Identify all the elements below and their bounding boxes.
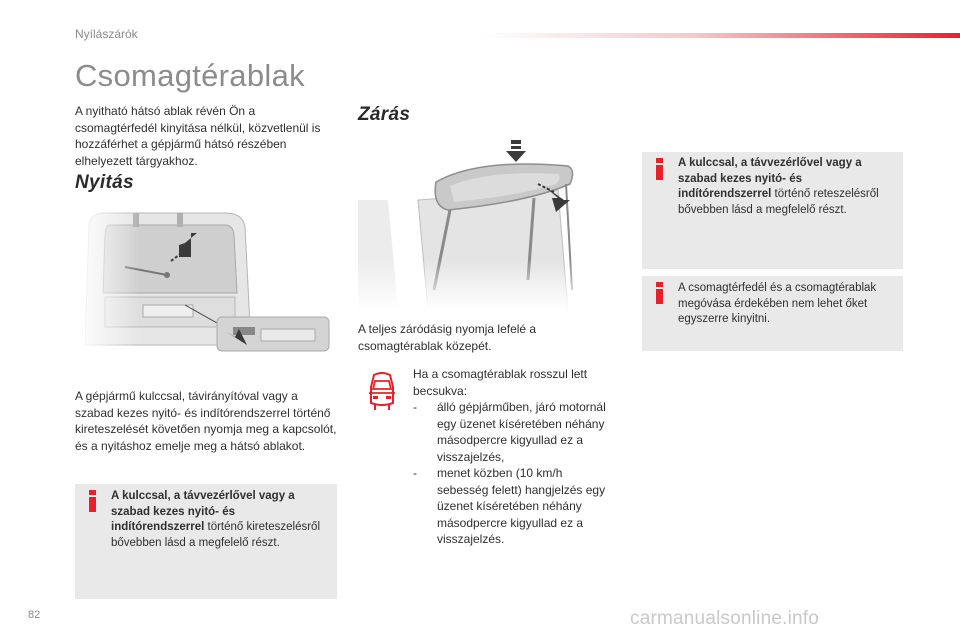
opening-illustration bbox=[75, 205, 337, 353]
warning-item-text: menet közben (10 km/h sebesség felett) hangjelzés egy üzenet kíséretében néhány másodpercre kigyullad ez a visszajelzés. bbox=[437, 466, 606, 546]
protection-info-box bbox=[642, 276, 903, 351]
header-accent-bar bbox=[480, 33, 960, 38]
locking-info-text bbox=[678, 156, 898, 218]
locking-info-rest: történő reteszelésről bővebben lásd a megfelelő részt. bbox=[678, 188, 879, 216]
opening-paragraph: A gépjármű kulccsal, távirányítóval vagy a szabad kezes nyitó- és indítórendszerrel történő kireteszelését követően nyomja meg a kapcsolót, és a nyitáshoz emelje meg a hátsó ablakot. bbox=[75, 389, 337, 453]
intro-paragraph: A nyitható hátsó ablak révén Ön a csomagtérfedél kinyitása nélkül, közvetlenül is hozzáférhet a gépjármű hátsó részében elhelyezett tárgyakhoz. bbox=[75, 104, 321, 168]
warning-dash: - bbox=[413, 466, 417, 480]
protection-info-text: A csomagtérfedél és a csomagtérablak megóvása érdekében nem lehet őket egyszerre kinyitni. bbox=[678, 282, 877, 325]
page-number: 82 bbox=[28, 609, 41, 621]
closing-illustration bbox=[358, 140, 623, 310]
warning-item bbox=[413, 399, 618, 465]
info-icon bbox=[655, 282, 664, 304]
locking-info-bold: A kulccsal, a távvezérlővel vagy a szabad kezes nyitó- és indítórendszerrel bbox=[678, 157, 862, 200]
opening-info-text bbox=[111, 489, 331, 551]
warning-dash: - bbox=[413, 400, 417, 414]
closing-heading: Zárás bbox=[358, 104, 411, 125]
warning-intro: Ha a csomagtérablak rosszul lett becsukva: bbox=[413, 367, 588, 398]
closing-paragraph: A teljes záródásig nyomja lefelé a csomagtérablak közepét. bbox=[358, 322, 537, 353]
opening-heading: Nyitás bbox=[75, 172, 134, 193]
car-open-warning-icon bbox=[366, 369, 398, 411]
locking-info-box bbox=[642, 152, 903, 269]
warning-item bbox=[413, 465, 618, 547]
opening-info-rest: történő kireteszelésről bővebben lásd a megfelelő részt. bbox=[111, 521, 321, 549]
opening-info-bold: A kulccsal, a távvezérlővel vagy a szabad kezes nyitó- és indítórendszerrel bbox=[111, 490, 295, 533]
opening-info-box bbox=[75, 484, 337, 599]
watermark: carmanualsonline.info bbox=[630, 608, 820, 629]
warning-item-text: álló gépjárműben, járó motornál egy üzenet kíséretében néhány másodpercre kigyullad ez a visszajelzés, bbox=[437, 400, 606, 464]
info-icon bbox=[88, 490, 97, 512]
section-header: Nyílászárók bbox=[75, 27, 138, 41]
page-title: Csomagtérablak bbox=[75, 58, 305, 93]
info-icon bbox=[655, 158, 664, 180]
